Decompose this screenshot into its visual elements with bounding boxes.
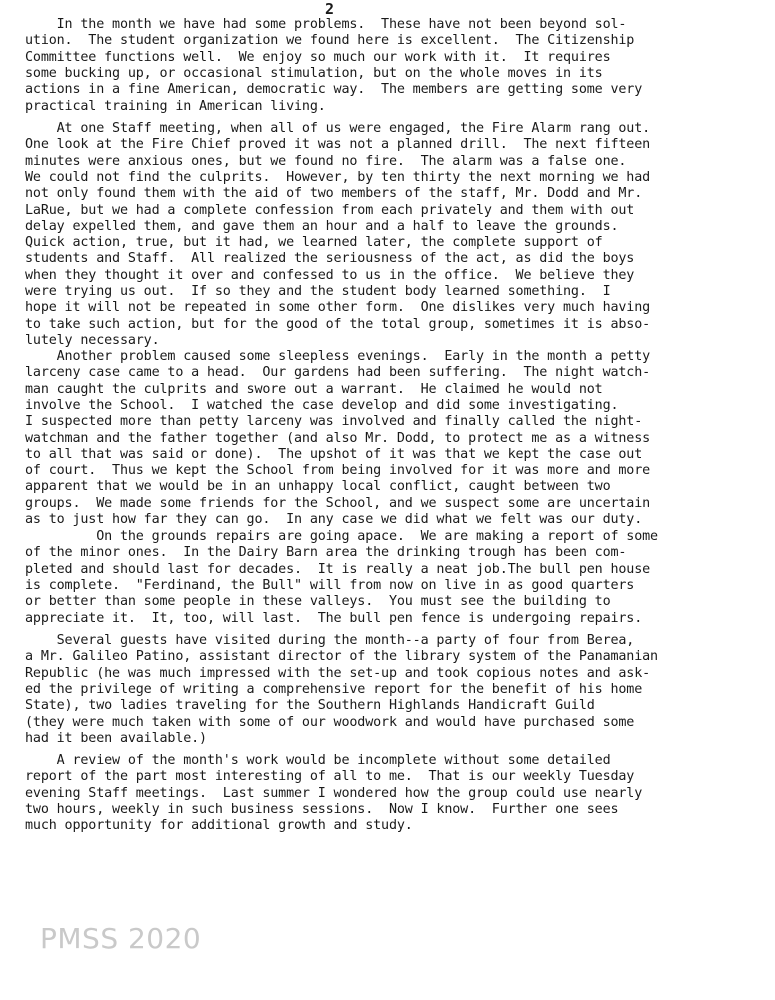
text-line: A review of the month's work would be incomplete without some detailed bbox=[25, 753, 611, 768]
text-line: minutes were anxious ones, but we found no fire. The alarm was a false one. bbox=[25, 153, 627, 169]
text-line: of court. Thus we kept the School from being involved for it was more and more bbox=[25, 463, 651, 479]
text-line: not only found them with the aid of two members of the staff, Mr. Dodd and Mr. bbox=[25, 186, 643, 202]
text-line: to take such action, but for the good of the total group, sometimes it is abso- bbox=[25, 316, 651, 332]
text-line: when they thought it over and confessed to us in the office. We believe they bbox=[25, 267, 635, 283]
text-line: as to just how far they can go. In any case we did what we felt was our duty. bbox=[25, 512, 643, 527]
text-line: two hours, weekly in such business sessions. Now I know. Further one sees bbox=[25, 801, 619, 817]
text-line: Quick action, true, but it had, we learned later, the complete support of bbox=[25, 235, 603, 251]
text-line: some bucking up, or occasional stimulation, but on the whole moves in its bbox=[25, 65, 603, 81]
text-line: watchman and the father together (and also Mr. Dodd, to protect me as a witness bbox=[25, 430, 651, 446]
text-line: In the month we have had some problems. These have not been beyond sol- bbox=[25, 17, 627, 32]
text-line: actions in a fine American, democratic way. The members are getting some very bbox=[25, 82, 643, 98]
text-line: appreciate it. It, too, will last. The bull pen fence is undergoing repairs. bbox=[25, 610, 643, 626]
page-number: 2 bbox=[325, 0, 335, 18]
text-line: apparent that we would be in an unhappy local conflict, caught between two bbox=[25, 479, 611, 495]
text-line: were trying us out. If so they and the student body learned something. I bbox=[25, 284, 611, 299]
text-line: students and Staff. All realized the seriousness of the act, as did the boys bbox=[25, 251, 635, 267]
text-line: delay expelled them, and gave them an hour and a half to leave the grounds. bbox=[25, 218, 619, 234]
text-line: to all that was said or done). The upshot of it was that we kept the case out bbox=[25, 446, 643, 462]
text-line: Several guests have visited during the month--a party of four from Berea, bbox=[25, 633, 635, 648]
text-line: had it been available.) bbox=[25, 730, 207, 746]
text-line: report of the part most interesting of all to me. That is our weekly Tuesday bbox=[25, 769, 635, 785]
text-line: One look at the Fire Chief proved it was not a planned drill. The next fifteen bbox=[25, 137, 651, 153]
text-line: We could not find the culprits. However, by ten thirty the next morning we had bbox=[25, 169, 651, 185]
text-line: ed the privilege of writing a comprehensive report for the benefit of his home bbox=[25, 681, 643, 697]
text-line: groups. We made some friends for the School, and we suspect some are uncertain bbox=[25, 495, 651, 511]
text-line: or better than some people in these valleys. You must see the building to bbox=[25, 594, 611, 610]
text-line: Committee functions well. We enjoy so much our work with it. It requires bbox=[25, 49, 611, 65]
text-line: Republic (he was much impressed with the set-up and took copious notes and ask- bbox=[25, 665, 651, 681]
text-line: hope it will not be repeated in some other form. One dislikes very much having bbox=[25, 300, 651, 316]
text-line: State), two ladies traveling for the Southern Highlands Handicraft Guild bbox=[25, 698, 595, 714]
text-line: involve the School. I watched the case develop and did some investigating. bbox=[25, 397, 619, 413]
text-line: much opportunity for additional growth and study. bbox=[25, 818, 413, 834]
watermark: PMSS 2020 bbox=[40, 922, 202, 955]
text-line: evening Staff meetings. Last summer I wondered how the group could use nearly bbox=[25, 785, 643, 801]
text-line: man caught the culprits and swore out a warrant. He claimed he would not bbox=[25, 381, 603, 397]
text-line: is complete. "Ferdinand, the Bull" will from now on live in as good quarters bbox=[25, 577, 635, 593]
text-line: At one Staff meeting, when all of us were engaged, the Fire Alarm rang out. bbox=[25, 121, 651, 136]
text-line: pleted and should last for decades. It is really a neat job.The bull pen house bbox=[25, 561, 651, 577]
text-line: lutely necessary. bbox=[25, 332, 160, 348]
text-line: a Mr. Galileo Patino, assistant director of the library system of the Panamanian bbox=[25, 649, 658, 665]
text-line: (they were much taken with some of our woodwork and would have purchased some bbox=[25, 714, 635, 730]
text-line: LaRue, but we had a complete confession from each privately and them with out bbox=[25, 202, 635, 218]
text-line: of the minor ones. In the Dairy Barn area the drinking trough has been com- bbox=[25, 545, 627, 561]
text-line: larceny case came to a head. Our gardens had been suffering. The night watch- bbox=[25, 365, 651, 381]
text-line: practical training in American living. bbox=[25, 98, 326, 114]
text-line: On the grounds repairs are going apace. We are making a report of some bbox=[25, 529, 658, 544]
text-line: Another problem caused some sleepless evenings. Early in the month a petty bbox=[25, 349, 651, 364]
text-line: I suspected more than petty larceny was involved and finally called the night- bbox=[25, 414, 643, 430]
text-line: ution. The student organization we found here is excellent. The Citizenship bbox=[25, 33, 635, 49]
